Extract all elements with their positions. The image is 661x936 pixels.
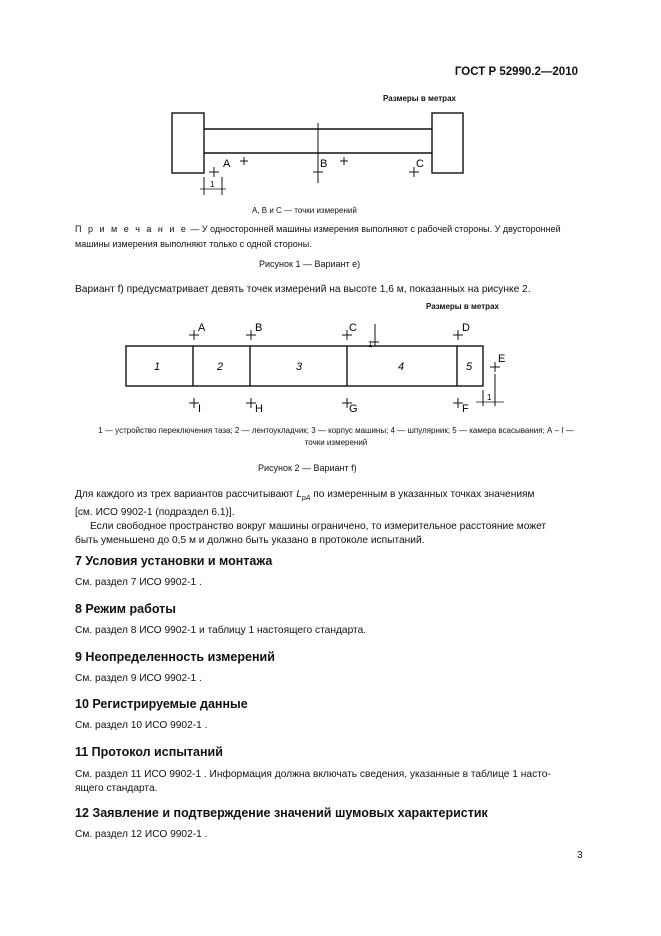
section-7-text: См. раздел 7 ИСО 9902-1 . [75,577,202,588]
section-2: 2 [217,361,224,373]
section-11-title: 11 Протокол испытаний [75,745,223,759]
section-11-text-line-1: См. раздел 11 ИСО 9902-1 . Информация должна включать сведения, указанные в таблице 1 насто- [75,769,551,780]
legend-line-2: точки измерений [304,438,368,447]
point-a: A [198,322,206,334]
section-10-title: 10 Регистрируемые данные [75,697,248,711]
point-c: C [349,322,357,334]
figure2-dim-one-bottom: 1 [487,393,492,402]
section-9-text: См. раздел 9 ИСО 9902-1 . [75,673,202,684]
figure1-label-b: B [320,158,328,170]
section-10-text: См. раздел 10 ИСО 9902-1 . [75,720,208,731]
page-number: 3 [577,850,583,861]
lpa-subscript: pA [301,495,311,503]
para-line-1 [75,488,585,506]
point-h: H [255,403,263,415]
figure1-diagram [160,105,480,200]
para-line-4: быть уменьшено до 0,5 м и должно быть указано в протоколе испытаний. [75,535,425,547]
section-11-text [75,768,585,796]
figure2-dims-note: Размеры в метрах [426,302,499,311]
section-4: 4 [398,361,405,373]
figure2-dim-one-top: 1 [368,340,373,349]
point-d: D [462,322,470,334]
section-8-title: 8 Режим работы [75,602,176,616]
left-machine-end [172,113,204,173]
lpa-symbol: L [296,489,302,500]
figure1-dims-note: Размеры в метрах [383,94,456,103]
point-i: I [198,403,202,415]
main-paragraph [75,488,585,548]
legend-line-1: 1 — устройство переключения таза; 2 — лентоукладчик; 3 — корпус машины; 4 — шпулярник; 5 — камера всасывания; А – I — [98,426,574,435]
figure1-label-a: A [223,158,231,170]
figure1-caption: Рисунок 1 — Вариант е) [259,259,361,269]
para-line-2: [см. ИСО 9902-1 (подраздел 6.1)]. [75,507,235,519]
figure2-diagram [120,314,520,420]
section-9-title: 9 Неопределенность измерений [75,650,275,664]
figure2-legend [56,425,616,449]
para-line-3: Если свободное пространство вокруг машины ограничено, то измерительное расстояние может [90,521,547,533]
section-3: 3 [296,361,303,373]
para-l1-post: по измеренным в указанных точках значениям [310,489,535,500]
right-machine-end [432,113,463,173]
section-8-text: См. раздел 8 ИСО 9902-1 и таблицу 1 настоящего стандарта. [75,625,367,636]
point-b: B [255,322,263,334]
point-g: G [349,403,358,415]
figure1-points-caption: А, В и С — точки измерений [252,206,357,215]
figure2-caption: Рисунок 2 — Вариант f) [258,463,357,473]
figure1-note [75,222,585,252]
section-5: 5 [466,361,473,373]
figure1-dim-one: 1 [210,180,215,189]
variant-f-intro: Вариант f) предусматривает девять точек измерений на высоте 1,6 м, показанных на рисунке 2. [75,284,531,295]
section-12-title: 12 Заявление и подтверждение значений шумовых характеристик [75,806,488,820]
para-l1-pre: Для каждого из трех вариантов рассчитывают [75,489,297,500]
document-header: ГОСТ Р 52990.2—2010 [454,66,578,78]
section-1: 1 [154,361,161,373]
note-label: П р и м е ч а н и е [75,224,188,234]
point-f: F [462,403,469,415]
point-e: E [498,353,506,365]
section-7-title: 7 Условия установки и монтажа [75,554,273,568]
section-12-text: См. раздел 12 ИСО 9902-1 . [75,829,208,840]
figure1-label-c: C [416,158,424,170]
note-text-2: машины измерения выполняют только с одной стороны. [75,239,312,249]
note-text: — У односторонней машины измерения выполняют с рабочей стороны. У двусторонней [187,224,561,234]
section-11-text-line-2: ящего стандарта. [75,783,158,794]
